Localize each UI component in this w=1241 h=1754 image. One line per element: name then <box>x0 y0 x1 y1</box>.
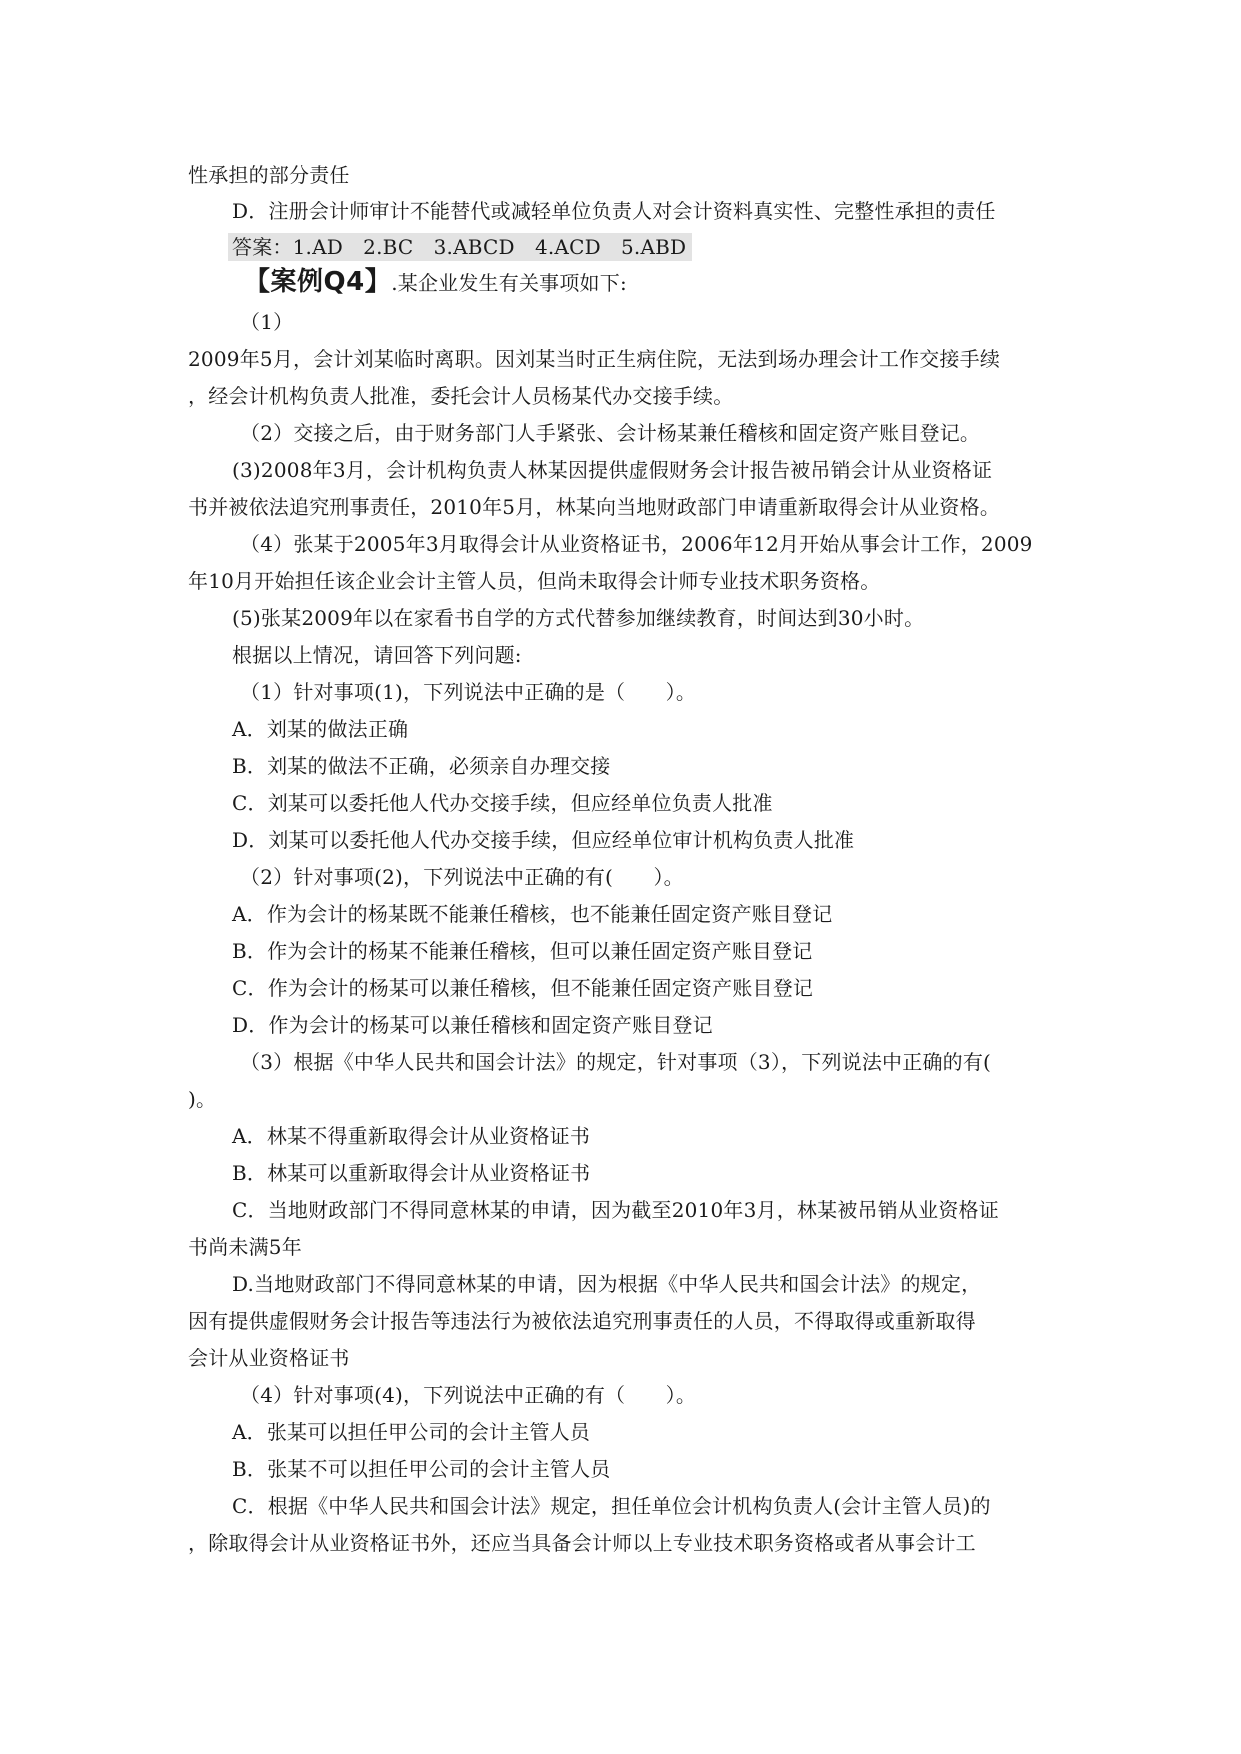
question-line: （1）针对事项(1)，下列说法中正确的是（ ）。 <box>240 680 697 704</box>
text-line: ，经会计机构负责人批准，委托会计人员杨某代办交接手续。 <box>188 384 734 408</box>
text-line: )。 <box>188 1087 217 1111</box>
question-line: （3）根据《中华人民共和国会计法》的规定，针对事项（3），下列说法中正确的有( <box>240 1050 992 1074</box>
text-line: 年10月开始担任该企业会计主管人员，但尚未取得会计师专业技术职务资格。 <box>188 569 881 593</box>
option-line: C．刘某可以委托他人代办交接手续，但应经单位负责人批准 <box>232 791 773 815</box>
option-line: B．林某可以重新取得会计从业资格证书 <box>232 1161 591 1185</box>
option-line: D．作为会计的杨某可以兼任稽核和固定资产账目登记 <box>232 1013 713 1037</box>
option-line: D．注册会计师审计不能替代或减轻单位负责人对会计资料真实性、完整性承担的责任 <box>232 199 996 223</box>
question-line: （2）针对事项(2)，下列说法中正确的有( ）。 <box>240 865 684 889</box>
question-line: （4）针对事项(4)，下列说法中正确的有（ ）。 <box>240 1383 697 1407</box>
text-line: （2）交接之后，由于财务部门人手紧张、会计杨某兼任稽核和固定资产账目登记。 <box>240 421 981 445</box>
text-line: 会计从业资格证书 <box>188 1346 350 1370</box>
text-line: （4）张某于2005年3月取得会计从业资格证书，2006年12月开始从事会计工作，2009 <box>240 532 1033 556</box>
option-line: C．作为会计的杨某可以兼任稽核，但不能兼任固定资产账目登记 <box>232 976 814 1000</box>
text-line: (5)张某2009年以在家看书自学的方式代替参加继续教育，时间达到30小时。 <box>232 606 925 630</box>
option-line: A．作为会计的杨某既不能兼任稽核，也不能兼任固定资产账目登记 <box>232 902 833 926</box>
option-line: C．根据《中华人民共和国会计法》规定，担任单位会计机构负责人(会计主管人员)的 <box>232 1494 991 1518</box>
option-line: B．张某不可以担任甲公司的会计主管人员 <box>232 1457 611 1481</box>
option-line: C．当地财政部门不得同意林某的申请，因为截至2010年3月，林某被吊销从业资格证 <box>232 1198 999 1222</box>
text-line: 书并被依法追究刑事责任，2010年5月，林某向当地财政部门申请重新取得会计从业资格。 <box>188 495 1001 519</box>
case-intro: .某企业发生有关事项如下: <box>391 271 627 295</box>
text-line: 根据以上情况，请回答下列问题: <box>232 643 522 667</box>
option-line: A．刘某的做法正确 <box>232 717 409 741</box>
option-line: A．林某不得重新取得会计从业资格证书 <box>232 1124 591 1148</box>
text-line: 2009年5月，会计刘某临时离职。因刘某当时正生病住院，无法到场办理会计工作交接手续 <box>188 347 1001 371</box>
text-line: （1） <box>240 310 294 334</box>
answer-line <box>228 234 692 260</box>
answer-highlight: 答案：1.AD 2.BC 3.ABCD 4.ACD 5.ABD <box>228 233 692 261</box>
text-line: (3)2008年3月，会计机构负责人林某因提供虚假财务会计报告被吊销会计从业资格证 <box>232 458 993 482</box>
text-line: ，除取得会计从业资格证书外，还应当具备会计师以上专业技术职务资格或者从事会计工 <box>188 1531 976 1555</box>
option-line: D.当地财政部门不得同意林某的申请，因为根据《中华人民共和国会计法》的规定， <box>232 1272 982 1296</box>
text-line: 性承担的部分责任 <box>188 163 350 187</box>
text-line: 因有提供虚假财务会计报告等违法行为被依法追究刑事责任的人员，不得取得或重新取得 <box>188 1309 976 1333</box>
case-heading <box>244 266 627 299</box>
option-line: A．张某可以担任甲公司的会计主管人员 <box>232 1420 591 1444</box>
option-line: B．刘某的做法不正确，必须亲自办理交接 <box>232 754 611 778</box>
case-title: 【案例Q4】 <box>244 267 392 297</box>
option-line: D．刘某可以委托他人代办交接手续，但应经单位审计机构负责人批准 <box>232 828 855 852</box>
option-line: B．作为会计的杨某不能兼任稽核，但可以兼任固定资产账目登记 <box>232 939 813 963</box>
text-line: 书尚未满5年 <box>188 1235 302 1259</box>
